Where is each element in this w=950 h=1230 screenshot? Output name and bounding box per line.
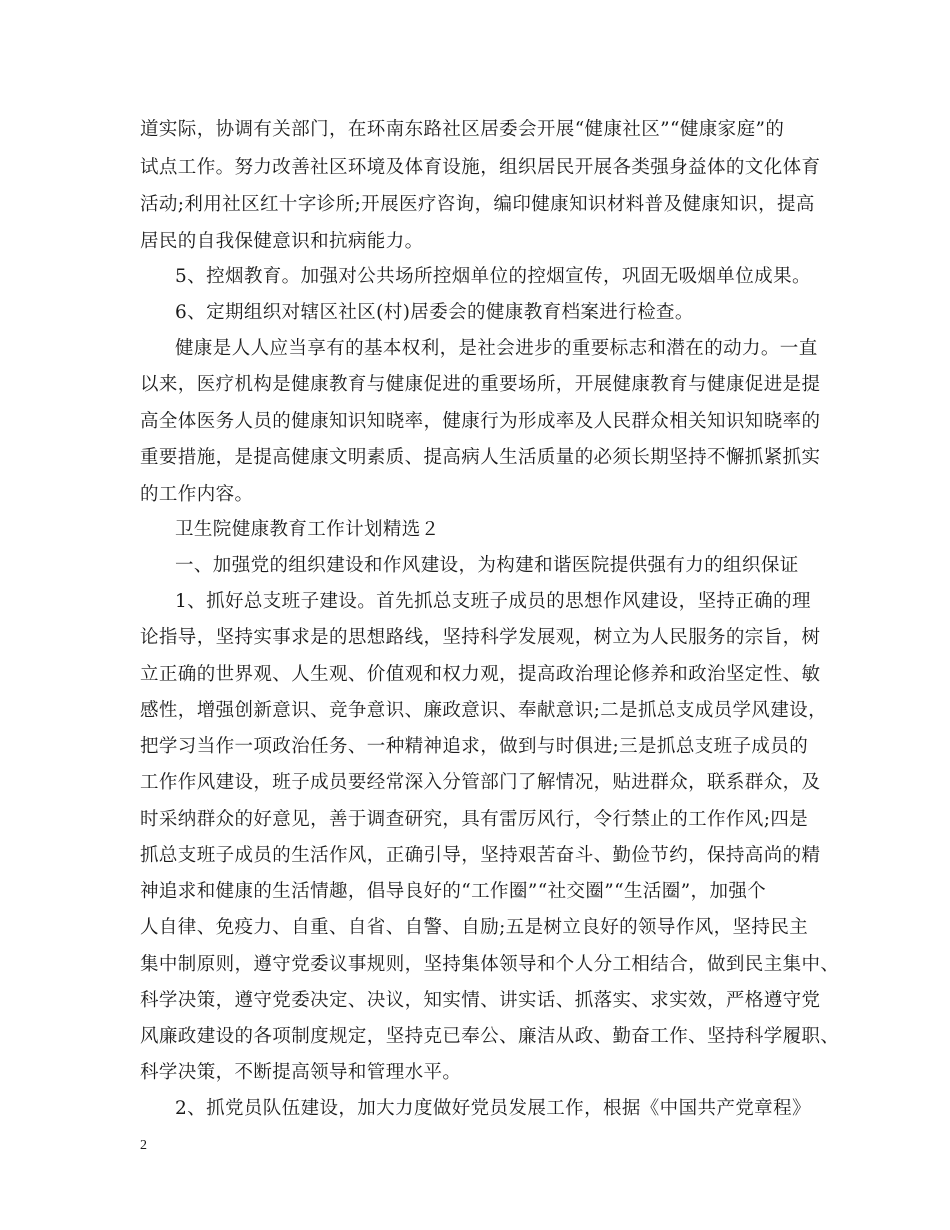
body-text-line: 居民的自我保健意识和抗病能力。 bbox=[140, 231, 424, 252]
body-text-line: 立正确的世界观、人生观、价值观和权力观，提高政治理论修养和政治坚定性、敏 bbox=[140, 664, 821, 685]
subsection-heading: 一、加强党的组织建设和作风建设，为构建和谐医院提供强有力的组织保证 bbox=[175, 555, 799, 576]
body-text-line: 高全体医务人员的健康知识知晓率，健康行为形成率及人民群众相关知识知晓率的 bbox=[140, 411, 821, 432]
body-text-line: 科学决策，不断提高领导和管理水平。 bbox=[140, 1062, 462, 1083]
body-text-line: 2、抓党员队伍建设，加大力度做好党员发展工作，根据《中国共产党章程》 bbox=[175, 1098, 811, 1119]
body-text-line: 论指导，坚持实事求是的思想路线，坚持科学发展观，树立为人民服务的宗旨，树 bbox=[140, 627, 821, 648]
body-text-line: 抓总支班子成员的生活作风，正确引导，坚持艰苦奋斗、勤俭节约，保持高尚的精 bbox=[140, 845, 821, 866]
body-text-line: 1、抓好总支班子建设。首先抓总支班子成员的思想作风建设，坚持正确的理 bbox=[175, 591, 811, 612]
body-text-line: 风廉政建设的各项制度规定，坚持克已奉公、廉洁从政、勤奋工作、坚持科学履职、 bbox=[140, 1026, 840, 1047]
body-text-line: 道实际，协调有关部门，在环南东路社区居委会开展“健康社区”“健康家庭”的 bbox=[140, 119, 785, 140]
body-text-line: 6、定期组织对辖区社区(村)居委会的健康教育档案进行检查。 bbox=[175, 302, 694, 323]
body-text-line: 试点工作。努力改善社区环境及体育设施，组织居民开展各类强身益体的文化体育 bbox=[140, 157, 821, 178]
body-text-line: 人自律、免疫力、自重、自省、自警、自励;五是树立良好的领导作风，坚持民主 bbox=[140, 917, 809, 938]
body-text-line: 以来，医疗机构是健康教育与健康促进的重要场所，开展健康教育与健康促进是提 bbox=[140, 374, 821, 395]
body-text-line: 感性，增强创新意识、竞争意识、廉政意识、奉献意识;二是抓总支成员学风建设， bbox=[140, 700, 828, 721]
body-text-line: 时采纳群众的好意见，善于调查研究，具有雷厉风行，令行禁止的工作作风;四是 bbox=[140, 809, 809, 830]
body-text-line: 工作作风建设，班子成员要经常深入分管部门了解情况，贴进群众，联系群众，及 bbox=[140, 772, 821, 793]
body-text-line: 把学习当作一项政治任务、一种精神追求，做到与时俱进;三是抓总支班子成员的 bbox=[140, 736, 809, 757]
body-text-line: 5、控烟教育。加强对公共场所控烟单位的控烟宣传，巩固无吸烟单位成果。 bbox=[175, 266, 811, 287]
section-heading: 卫生院健康教育工作计划精选２ bbox=[175, 519, 440, 540]
page-number: 2 bbox=[140, 1138, 147, 1153]
body-text-line: 健康是人人应当享有的基本权利，是社会进步的重要标志和潜在的动力。一直 bbox=[175, 338, 818, 359]
body-text-line: 的工作内容。 bbox=[140, 484, 254, 505]
body-text-line: 活动;利用社区红十字诊所;开展医疗咨询，编印健康知识材料普及健康知识，提高 bbox=[140, 194, 815, 215]
body-text-line: 神追求和健康的生活情趣，倡导良好的“工作圈”“社交圈”“生活圈”，加强个 bbox=[140, 881, 767, 902]
body-text-line: 集中制原则，遵守党委议事规则，坚持集体领导和个人分工相结合，做到民主集中、 bbox=[140, 954, 840, 975]
body-text-line: 科学决策，遵守党委决定、决议，知实情、讲实话、抓落实、求实效，严格遵守党 bbox=[140, 990, 821, 1011]
body-text-line: 重要措施，是提高健康文明素质、提高病人生活质量的必须长期坚持不懈抓紧抓实 bbox=[140, 447, 821, 468]
